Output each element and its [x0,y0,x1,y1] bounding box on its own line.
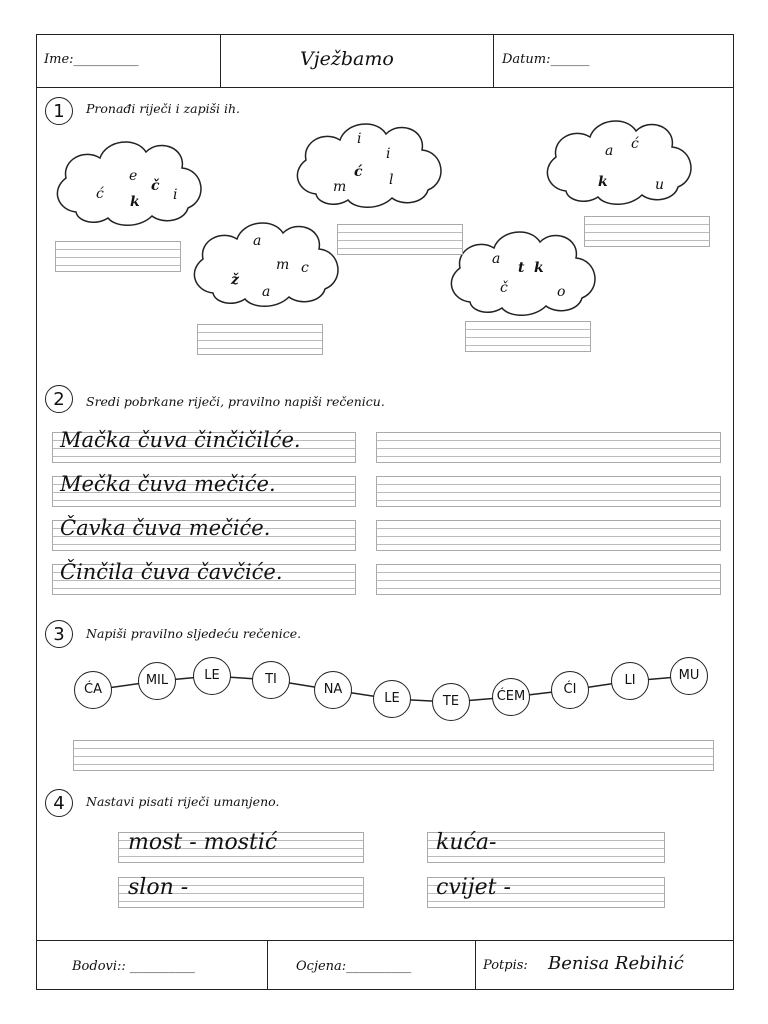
syllable-bubble: TI [252,661,290,699]
task-4-number: 4 [45,789,73,817]
task-2-number: 2 [45,385,73,413]
teacher-signature: Benisa Rebihić [548,953,684,974]
grade-label: Ocjena:__________ [296,959,412,974]
cloud-5-letter: k [598,174,608,190]
cloud-4-letter: o [557,284,566,300]
cloud-5-letter: a [605,143,614,159]
syllable-bubble: MIL [138,662,176,700]
cloud-4-letter: č [500,280,508,296]
syllable-bubble: TE [432,683,470,721]
syllable-bubble: ĆEM [492,678,530,716]
cloud-4-letter: k [534,260,544,276]
diminutive-word-slon[interactable]: slon - [128,875,189,900]
cloud-3-letter: m [333,179,347,195]
cloud-1-letter: č [151,178,160,194]
syllable-bubble: NA [314,671,352,709]
cloud-2-letter: m [276,257,290,273]
syllable-bubble: LE [373,680,411,718]
syllable-bubble: MU [670,657,708,695]
cloud-2-letter: a [253,233,262,249]
cloud-1-letter: i [173,187,178,203]
diminutive-example: most - mostić [128,830,278,855]
cloud-3-letter: ć [354,164,363,180]
cloud-1-letter: e [129,168,138,184]
name-field-label: Ime:__________ [44,52,139,67]
scrambled-sentence-1: Mačka čuva činčičilće. [60,428,301,452]
cloud-4-letter: t [518,260,525,276]
scrambled-sentence-4: Činčila čuva čavčiće. [60,560,283,584]
syllable-bubble: ĆA [74,671,112,709]
cloud-1-letter: k [130,194,140,210]
scrambled-sentence-2: Mečka čuva mečiće. [60,472,276,496]
syllable-bubble: ĆI [551,671,589,709]
points-label: Bodovi:: __________ [72,959,195,974]
cloud-5-letter: ć [631,136,639,152]
syllable-bubble: LI [611,662,649,700]
diminutive-word-kuca[interactable]: kuća- [436,830,497,855]
diminutive-word-cvijet[interactable]: cvijet - [436,875,511,900]
cloud-4-letter: a [492,251,501,267]
cloud-3-letter: l [389,172,394,188]
cloud-3-letter: i [386,146,391,162]
task-2-instruction: Sredi pobrkane riječi, pravilno napiši rečenicu. [86,394,385,409]
task-1-instruction: Pronađi riječi i zapiši ih. [86,101,241,116]
scrambled-sentence-3: Čavka čuva mečiće. [60,516,271,540]
cloud-5-letter: u [655,177,665,193]
cloud-3-letter: i [357,131,362,147]
page-title: Vježbamo [300,48,394,70]
cloud-2-letter: c [301,260,309,276]
date-field-label: Datum:______ [502,52,590,67]
task-3-number: 3 [45,620,73,648]
syllable-bubble: LE [193,657,231,695]
cloud-2-letter: a [262,284,271,300]
sentence-answer-lines[interactable] [73,740,714,771]
cloud-1-letter: ć [96,186,104,202]
cloud-2-letter: ž [231,272,239,288]
task-4-instruction: Nastavi pisati riječi umanjeno. [86,794,280,809]
signature-label: Potpis: [483,958,528,973]
task-3-instruction: Napiši pravilno sljedeću rečenice. [86,626,302,641]
task-1-number: 1 [45,97,73,125]
